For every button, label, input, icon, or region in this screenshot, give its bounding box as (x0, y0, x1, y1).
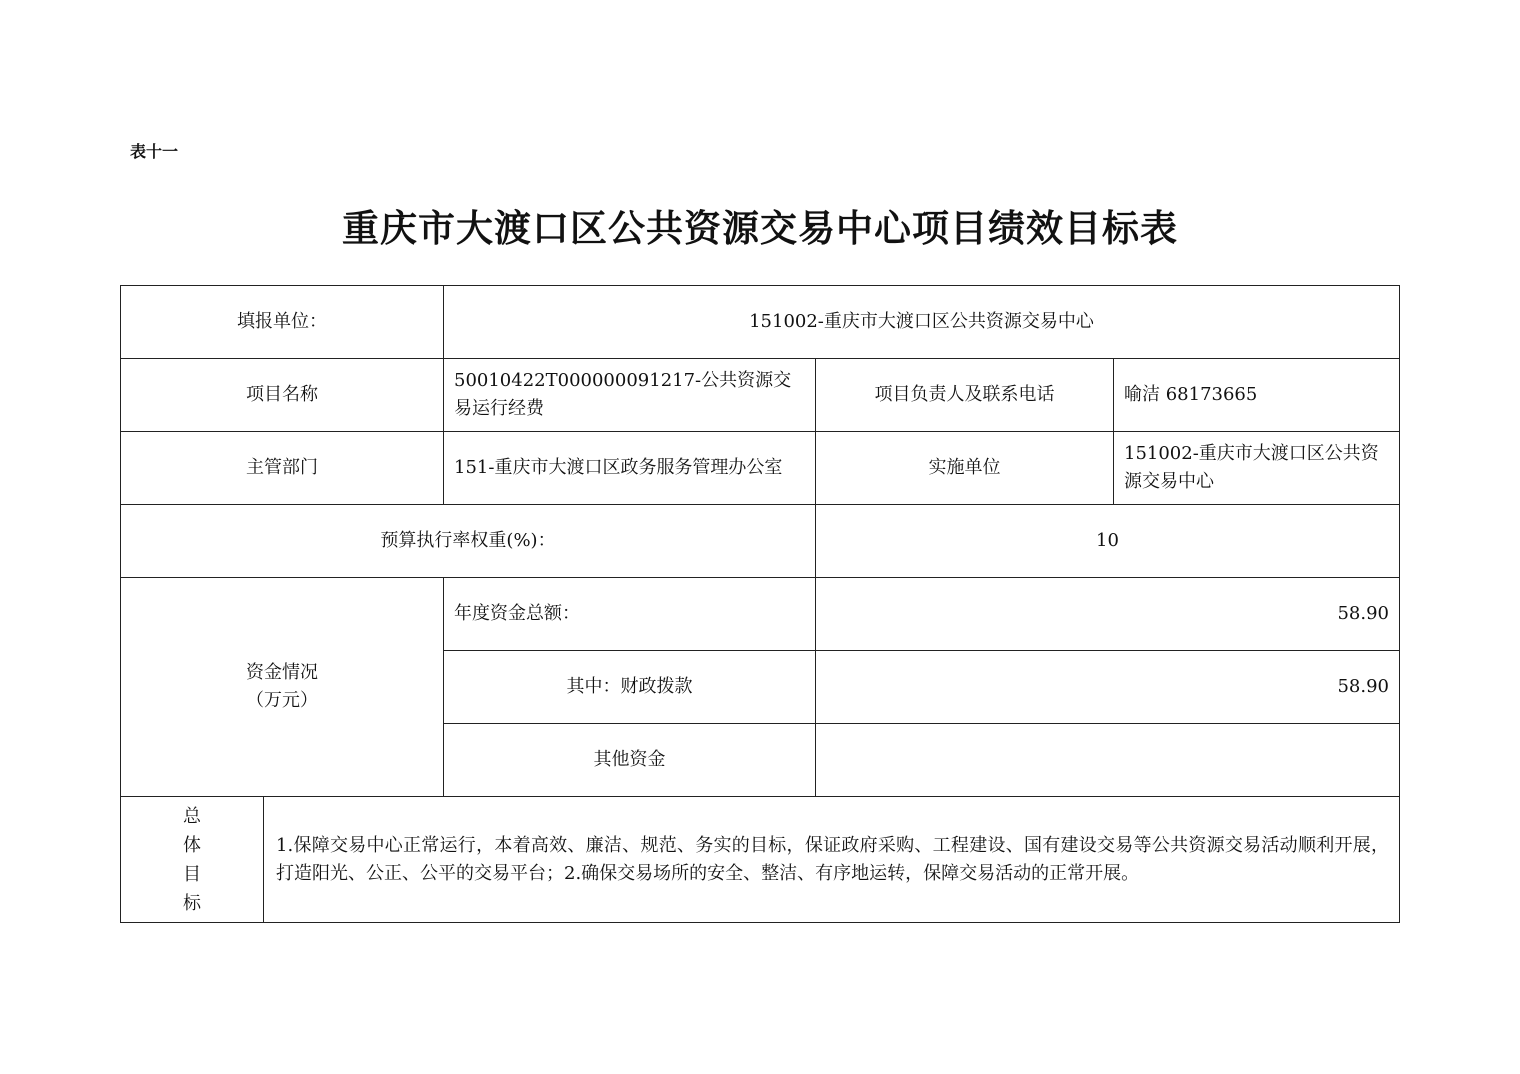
funding-label: 资金情况 (246, 662, 318, 683)
table-number-label: 表十一 (130, 142, 179, 161)
department-label-cell (120, 431, 444, 505)
fiscal-value: 58.90 (1337, 676, 1389, 697)
other-funds-value-cell (815, 723, 1400, 797)
project-name-value: 50010422T000000091217-公共资源交易运行经费 (454, 370, 792, 419)
project-name-label: 项目名称 (246, 384, 318, 405)
funding-label-cell (120, 577, 444, 797)
budget-weight-label: 预算执行率权重(%)： (380, 530, 556, 551)
reporting-unit-label-cell (120, 285, 444, 359)
other-funds-label: 其他资金 (593, 749, 666, 770)
budget-weight-value: 10 (1096, 530, 1119, 551)
project-leader-label-cell (815, 358, 1114, 432)
annual-total-value: 58.90 (1337, 603, 1389, 624)
budget-weight-label-cell (120, 504, 816, 578)
department-value: 151-重庆市大渡口区政务服务管理办公室 (454, 457, 783, 478)
reporting-unit-label: 填报单位： (237, 311, 327, 332)
project-name-value-cell (443, 358, 816, 432)
annual-total-value-cell (815, 577, 1400, 651)
budget-weight-value-cell (815, 504, 1400, 578)
implementing-unit-value: 151002-重庆市大渡口区公共资源交易中心 (1124, 443, 1379, 492)
reporting-unit-value: 151002-重庆市大渡口区公共资源交易中心 (749, 311, 1094, 332)
implementing-unit-label: 实施单位 (928, 457, 1001, 478)
annual-total-label-cell (443, 577, 816, 651)
department-value-cell (443, 431, 816, 505)
fiscal-label-cell (443, 650, 816, 724)
overall-goal-text: 1.保障交易中心正常运行，本着高效、廉洁、规范、务实的目标，保证政府采购、工程建设、国有建设交易等公共资源交易活动顺利开展，打造阳光、公正、公平的交易平台；2.确保交易场所的安全、整洁、有序地运转，保障交易活动的正常开展。 (276, 834, 1389, 884)
department-label: 主管部门 (246, 457, 318, 478)
reporting-unit-value-cell (443, 285, 1400, 359)
project-leader-label: 项目负责人及联系电话 (874, 384, 1055, 405)
project-name-label-cell (120, 358, 444, 432)
funding-unit-label: （万元） (246, 690, 318, 711)
overall-goal-label-cell (120, 796, 264, 923)
overall-goal-text-cell (263, 796, 1400, 923)
document-title: 重庆市大渡口区公共资源交易中心项目绩效目标表 (342, 206, 1178, 250)
annual-total-label: 年度资金总额： (454, 603, 580, 624)
fiscal-value-cell (815, 650, 1400, 724)
overall-goal-label: 总体目标 (183, 805, 201, 914)
fiscal-label: 其中：财政拨款 (566, 676, 693, 697)
implementing-unit-label-cell (815, 431, 1114, 505)
project-leader-value: 喻洁 68173665 (1124, 384, 1258, 405)
project-leader-value-cell (1113, 358, 1400, 432)
other-funds-label-cell (443, 723, 816, 797)
implementing-unit-value-cell (1113, 431, 1400, 505)
